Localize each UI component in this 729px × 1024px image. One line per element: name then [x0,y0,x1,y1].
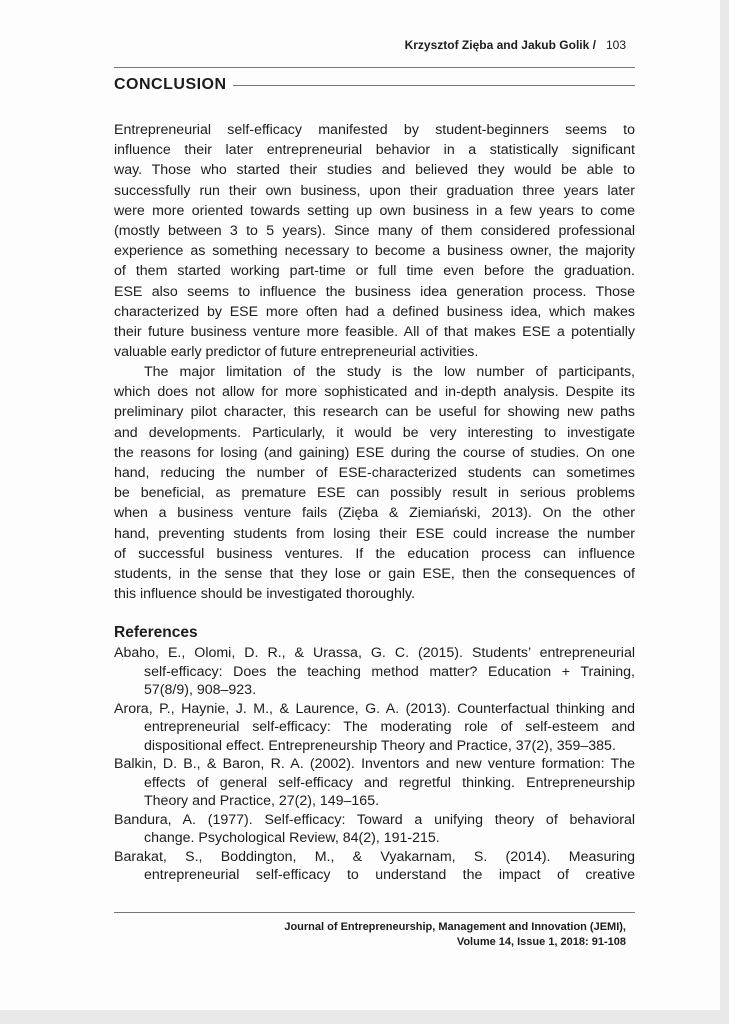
journal-footer [284,920,626,950]
text-line: and developments. Particularly, it would be very interesting to investigate [114,424,635,441]
text-line: hand, preventing students from losing their ESE could increase the number [114,525,635,542]
text-line: when a business venture fails (Zięba & Ziemiański, 2013). On the other [114,505,635,522]
text-line: of successful business ventures. If the education process can influence [114,545,635,562]
text-line: the reasons for losing (and gaining) ESE during the course of studies. On one [114,444,635,461]
text-line: were more oriented towards setting up own business in a few years to come [114,202,635,219]
reference-entry [114,811,635,848]
reference-line: self-efficacy: Does the teaching method matter? Education + Training, [144,663,635,680]
reference-entry [114,848,635,885]
footer-journal: Journal of Entrepreneurship, Management and Innovation (JEMI), [284,921,626,933]
footer-volume: Volume 14, Issue 1, 2018: 91-108 [456,936,626,948]
header-rule [114,67,635,68]
references-heading: References [114,624,198,641]
text-line: preliminary pilot character, this research can be useful for showing new paths [114,404,635,421]
text-line: their future business venture more feasible. All of that makes ESE a potentially [114,323,635,340]
footer-rule [114,912,635,913]
reference-line: Arora, P., Haynie, J. M., & Laurence, G. A. (2013). Counterfactual thinking and [114,700,635,717]
reference-line: entrepreneurial self-efficacy to understand the impact of creative [144,867,635,883]
text-line: hand, reducing the number of ESE-characterized students can sometimes [114,464,635,481]
paragraph-1 [114,120,635,362]
reference-line: dispositional effect. Entrepreneurship Theory and Practice, 37(2), 359–385. [144,737,616,754]
text-line: characterized by ESE more often had a defined business idea, which makes [114,303,635,320]
header-authors: Krzysztof Zięba and Jakub Golik / [404,38,596,52]
reference-line: 57(8/9), 908–923. [144,682,257,698]
text-line: which does not allow for more sophisticated and in-depth analysis. Despite its [114,384,635,401]
reference-entry [114,700,635,756]
page-number: 103 [605,38,626,52]
text-line: of them started working part-time or full time even before the graduation. [114,263,635,280]
paragraph-2 [114,362,635,604]
reference-line: Theory and Practice, 27(2), 149–165. [144,793,380,809]
reference-line: Balkin, D. B., & Baron, R. A. (2002). Inventors and new venture formation: The [114,756,635,772]
text-line: be beneficial, as premature ESE can possibly result in serious problems [114,485,635,502]
reference-line: Barakat, S., Boddington, M., & Vyakarnam, S. (2014). Measuring [114,848,635,865]
references-list [114,644,635,885]
reference-line: change. Psychological Review, 84(2), 191-215. [144,830,440,846]
text-line: way. Those who started their studies and believed they would be able to [114,162,635,179]
text-line: successfully run their own business, upon their graduation three years later [114,182,635,199]
section-title-rule [233,85,635,86]
reference-entry [114,644,635,700]
text-line: influence their later entrepreneurial behavior in a statistically significant [114,142,635,159]
text-line: ESE also seems to influence the business idea generation process. Those [114,283,635,300]
text-line: experience as something necessary to become a business owner, the majority [114,243,635,260]
text-line: (mostly between 3 to 5 years). Since many of them considered professional [114,222,635,239]
text-line: this influence should be investigated thoroughly. [114,586,416,603]
text-line: students, in the sense that they lose or gain ESE, then the consequences of [114,565,635,582]
text-line: Entrepreneurial self-efficacy manifested by student-beginners seems to [114,122,635,138]
running-header [405,38,626,52]
section-title: CONCLUSION [114,76,227,93]
text-line: valuable early predictor of future entrepreneurial activities. [114,344,479,361]
reference-line: Bandura, A. (1977). Self-efficacy: Toward a unifying theory of behavioral [114,811,635,828]
reference-entry [114,755,635,811]
reference-line: Abaho, E., Olomi, D. R., & Urassa, G. C. (2015). Students’ entrepreneurial [114,645,635,661]
reference-line: entrepreneurial self-efficacy: The moderating role of self-esteem and [144,719,635,735]
text-line: The major limitation of the study is the low number of participants, [144,364,635,380]
reference-line: effects of general self-efficacy and regretful thinking. Entrepreneurship [144,774,635,791]
